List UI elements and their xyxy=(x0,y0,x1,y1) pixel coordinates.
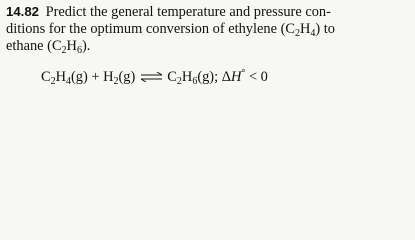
problem-text xyxy=(6,3,408,55)
inequality-text: < 0 xyxy=(245,69,268,85)
equilibrium-arrow-icon xyxy=(140,72,163,82)
subscript: 2 xyxy=(294,28,300,39)
problem-number: 14.82 xyxy=(6,4,40,19)
subscript: 2 xyxy=(113,76,119,87)
subscript: 6 xyxy=(192,76,198,87)
chemical-equation xyxy=(41,68,268,86)
plus-sign: + xyxy=(87,69,104,85)
element-symbol: C xyxy=(167,69,177,85)
reactant-hydrogen xyxy=(103,69,135,85)
problem-line-1 xyxy=(6,3,408,21)
text-fragment: H xyxy=(299,21,311,37)
text-fragment: ditions for the optimum conversion of ethylene (C xyxy=(6,21,295,37)
element-symbol: C xyxy=(41,69,51,85)
product-ethane xyxy=(167,69,214,85)
text-fragment: ) to xyxy=(315,21,335,37)
subscript: 2 xyxy=(50,76,56,87)
text-fragment: ). xyxy=(81,38,91,54)
subscript: 4 xyxy=(310,28,316,39)
delta-symbol: Δ xyxy=(221,69,231,85)
separator: ; xyxy=(214,69,222,85)
element-symbol: H xyxy=(55,69,67,85)
subscript: 2 xyxy=(176,76,182,87)
reactant-ethylene xyxy=(41,69,88,85)
element-symbol: H xyxy=(181,69,193,85)
text-fragment: ethane (C xyxy=(6,38,62,54)
problem-line-2 xyxy=(6,21,408,38)
element-symbol: H xyxy=(103,69,114,85)
subscript: 6 xyxy=(76,45,82,56)
text-fragment: H xyxy=(66,38,77,54)
phase-label: (g) xyxy=(197,69,215,85)
problem-text-line-1: Predict the general temperature and pressure con- xyxy=(45,4,331,20)
subscript: 2 xyxy=(61,45,67,56)
standard-state-mark: ° xyxy=(241,68,246,79)
phase-label: (g) xyxy=(71,69,88,85)
problem-line-3 xyxy=(6,38,408,55)
subscript: 4 xyxy=(66,76,72,87)
phase-label: (g) xyxy=(118,69,136,85)
enthalpy-symbol: H xyxy=(230,69,242,85)
